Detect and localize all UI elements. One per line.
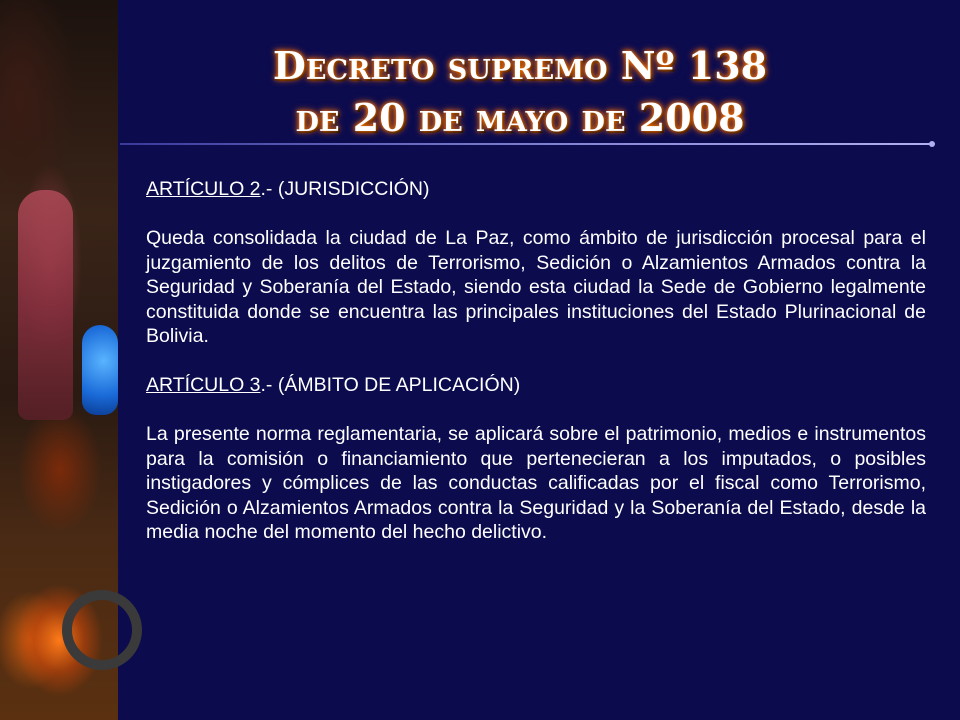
- article-3-body: La presente norma reglamentaria, se aplicará sobre el patrimonio, medios e instrumentos para la comisión o financiamiento que pertenecieran a los imputados, o posibles instigadores y cómplices de las conductas calificadas por el fiscal como Terrorismo, Sedición o Alzamientos Armados contra la Seguridad y la Soberanía del Estado, desde la media noche del momento del hecho delictivo.: [146, 423, 926, 543]
- article-2-heading: [146, 177, 926, 202]
- photo-figure: [18, 190, 73, 420]
- article-2-body: Queda consolidada la ciudad de La Paz, como ámbito de jurisdicción procesal para el juzgamiento de los delitos de Terrorismo, Sedición o Alzamientos Armados contra la Seguridad y Soberanía del Estado, siendo esta ciudad la Sede de Gobierno legalmente constituida donde se encuentra las principales instituciones del Estado Plurinacional de Bolivia.: [146, 227, 926, 347]
- article-3-heading: [146, 373, 926, 398]
- slide-title-line-2: de 20 de mayo de 2008: [295, 95, 745, 140]
- title-divider: [120, 143, 932, 145]
- left-side-photo: [0, 0, 118, 720]
- photo-wheel: [62, 590, 142, 670]
- article-2-title: .- (JURISDICCIÓN): [260, 178, 430, 200]
- photo-blue-bucket: [82, 325, 118, 415]
- article-2-number: ARTÍCULO 2: [146, 178, 261, 200]
- slide-title: [120, 40, 920, 144]
- article-3-number: ARTÍCULO 3: [146, 374, 261, 396]
- slide-title-line-1: Decreto supremo Nº 138: [272, 43, 768, 88]
- article-3-title: .- (ÁMBITO DE APLICACIÓN): [260, 374, 521, 396]
- slide-content: [146, 177, 926, 545]
